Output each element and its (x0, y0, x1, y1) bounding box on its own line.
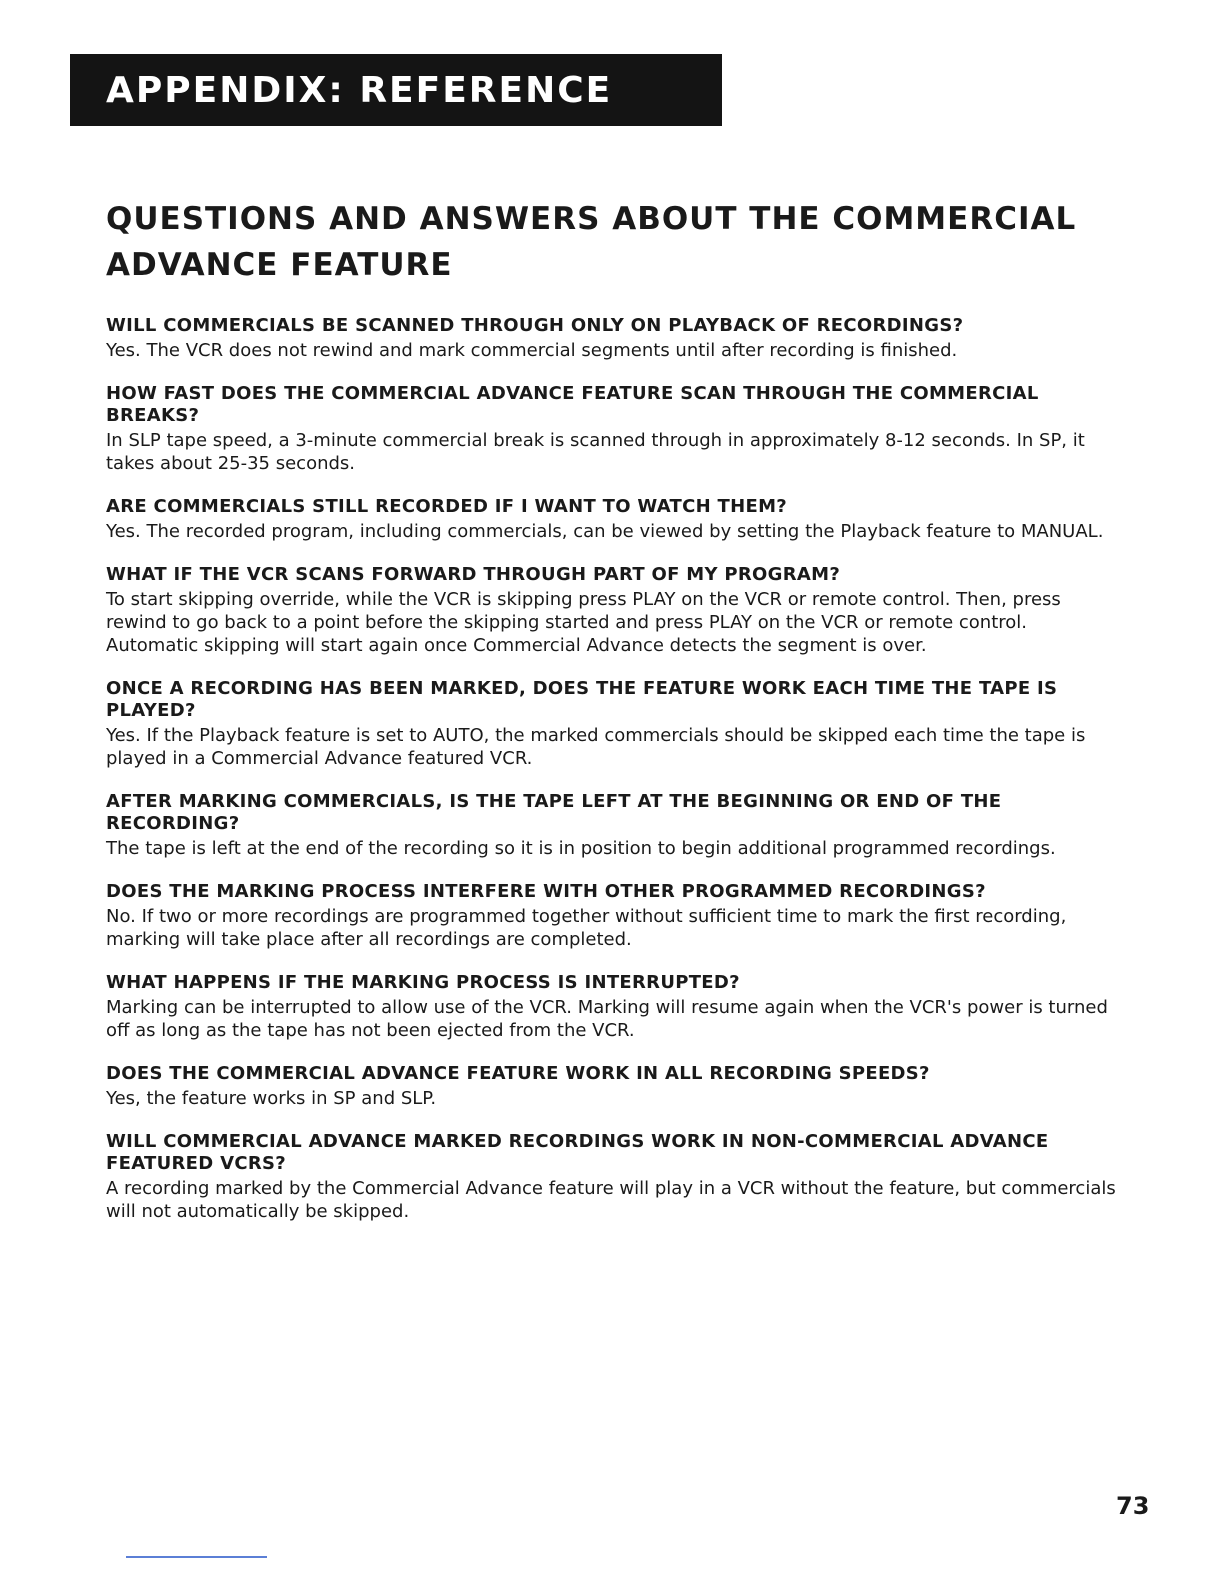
answer: Yes. If the Playback feature is set to AUTO, the marked commercials should be skipped each time the tape is played in a Commercial Advance featured VCR. (106, 725, 1086, 769)
question: WILL COMMERCIALS BE SCANNED THROUGH ONLY ON PLAYBACK OF RECORDINGS? (106, 315, 964, 336)
answer: No. If two or more recordings are programmed together without sufficient time to mark the first recording, marking will take place after all recordings are completed. (106, 906, 1067, 950)
qa-list (106, 315, 1118, 1244)
question: DOES THE MARKING PROCESS INTERFERE WITH OTHER PROGRAMMED RECORDINGS? (106, 881, 986, 902)
qa-item (106, 678, 1118, 770)
qa-item (106, 881, 1118, 951)
qa-item (106, 1131, 1118, 1223)
question: ONCE A RECORDING HAS BEEN MARKED, DOES THE FEATURE WORK EACH TIME THE TAPE IS PLAYED? (106, 678, 1058, 721)
section-banner-text: APPENDIX: REFERENCE (106, 69, 613, 111)
answer: Yes, the feature works in SP and SLP. (106, 1088, 437, 1109)
qa-item (106, 383, 1118, 475)
answer: Marking can be interrupted to allow use of the VCR. Marking will resume again when the VCR's power is turned off as long as the tape has not been ejected from the VCR. (106, 997, 1108, 1041)
question: WILL COMMERCIAL ADVANCE MARKED RECORDINGS WORK IN NON-COMMERCIAL ADVANCE FEATURED VCRS? (106, 1131, 1049, 1174)
qa-item (106, 1063, 1118, 1110)
answer: To start skipping override, while the VCR is skipping press PLAY on the VCR or remote control. Then, press rewind to go back to a point before the skipping started and press PLAY on the VCR or remote control. Automatic skipping will start again once Commercial Advance detects the segment is over. (106, 589, 1061, 656)
question: WHAT HAPPENS IF THE MARKING PROCESS IS INTERRUPTED? (106, 972, 740, 993)
page-title: QUESTIONS AND ANSWERS ABOUT THE COMMERCIAL ADVANCE FEATURE (106, 201, 1077, 283)
question: ARE COMMERCIALS STILL RECORDED IF I WANT TO WATCH THEM? (106, 496, 788, 517)
footer-rule (126, 1556, 267, 1558)
answer: The tape is left at the end of the recording so it is in position to begin additional programmed recordings. (106, 838, 1056, 859)
answer: In SLP tape speed, a 3-minute commercial break is scanned through in approximately 8-12 seconds. In SP, it takes about 25-35 seconds. (106, 430, 1085, 474)
question: AFTER MARKING COMMERCIALS, IS THE TAPE LEFT AT THE BEGINNING OR END OF THE RECORDING? (106, 791, 1002, 834)
qa-item (106, 315, 1118, 362)
answer: Yes. The VCR does not rewind and mark commercial segments until after recording is finished. (106, 340, 958, 361)
question: WHAT IF THE VCR SCANS FORWARD THROUGH PART OF MY PROGRAM? (106, 564, 841, 585)
question: HOW FAST DOES THE COMMERCIAL ADVANCE FEATURE SCAN THROUGH THE COMMERCIAL BREAKS? (106, 383, 1039, 426)
qa-item (106, 972, 1118, 1042)
question: DOES THE COMMERCIAL ADVANCE FEATURE WORK IN ALL RECORDING SPEEDS? (106, 1063, 930, 1084)
qa-item (106, 564, 1118, 657)
qa-item (106, 496, 1118, 543)
page-number: 73 (1116, 1492, 1150, 1520)
section-banner (70, 54, 722, 126)
answer: Yes. The recorded program, including commercials, can be viewed by setting the Playback feature to MANUAL. (106, 521, 1104, 542)
answer: A recording marked by the Commercial Advance feature will play in a VCR without the feature, but commercials will not automatically be skipped. (106, 1178, 1116, 1222)
qa-item (106, 791, 1118, 860)
